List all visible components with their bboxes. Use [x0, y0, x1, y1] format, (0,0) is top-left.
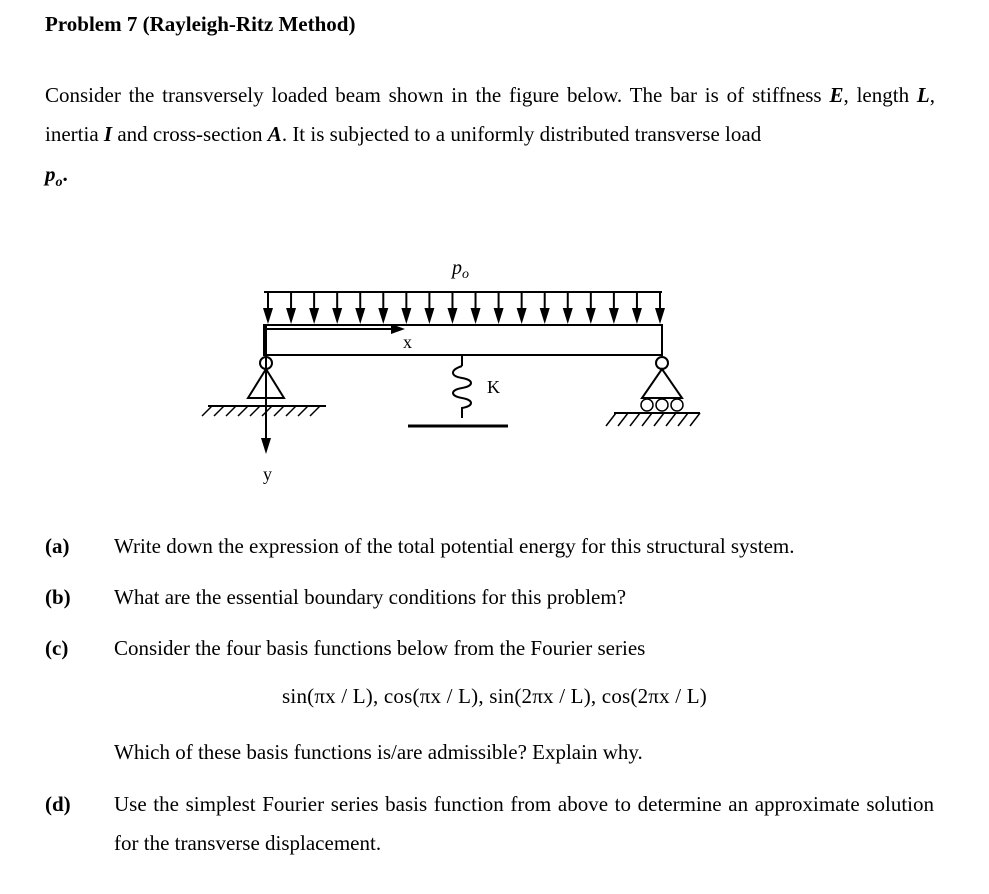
load-arrowhead	[447, 308, 457, 324]
question-d-label: (d)	[45, 792, 71, 816]
y-axis-arrowhead	[261, 438, 271, 454]
x-axis-label: x	[403, 332, 412, 352]
load-arrowhead	[655, 308, 665, 324]
question-c-label: (c)	[45, 636, 69, 660]
load-arrowhead	[517, 308, 527, 324]
problem-statement: Consider the transversely loaded beam shown in the figure below. The bar is of stiffness E, length L, inertia I and cross-section A. It is subjected to a uniformly distributed transverse load	[45, 83, 935, 146]
distributed-load-arrows	[263, 292, 665, 324]
load-arrowhead	[401, 308, 411, 324]
load-arrowhead	[355, 308, 365, 324]
right-ground-hatch	[606, 413, 700, 426]
load-arrowhead	[378, 308, 388, 324]
load-arrowhead	[586, 308, 596, 324]
roller-1	[641, 399, 653, 411]
load-arrowhead	[309, 308, 319, 324]
question-d-text: Use the simplest Fourier series basis function from above to determine an approximate solution for the transverse displacement.	[114, 792, 934, 855]
load-arrowhead	[540, 308, 550, 324]
right-pin	[656, 357, 668, 369]
spring-label: K	[487, 377, 500, 397]
roller-2	[656, 399, 668, 411]
question-c-followup: Which of these basis functions is/are admissible? Explain why.	[114, 740, 643, 764]
beam-figure	[190, 248, 720, 488]
load-arrowhead	[563, 308, 573, 324]
question-b-text: What are the essential boundary conditions for this problem?	[114, 585, 627, 609]
basis-functions-formula: sin(πx / L), cos(πx / L), sin(2πx / L), cos(2πx / L)	[282, 684, 707, 708]
load-arrowhead	[424, 308, 434, 324]
load-arrowhead	[471, 308, 481, 324]
load-arrowhead	[494, 308, 504, 324]
roller-3	[671, 399, 683, 411]
question-a-text: Write down the expression of the total potential energy for this structural system.	[114, 534, 795, 558]
question-a-label: (a)	[45, 534, 70, 558]
problem-title: Problem 7 (Rayleigh-Ritz Method)	[45, 12, 356, 36]
question-b-label: (b)	[45, 585, 71, 609]
load-arrowhead	[263, 308, 273, 324]
question-c-text: Consider the four basis functions below from the Fourier series	[114, 636, 646, 660]
load-arrowhead	[332, 308, 342, 324]
right-support-triangle	[642, 369, 682, 398]
left-ground-hatch	[202, 406, 320, 416]
spring	[453, 366, 471, 418]
y-axis-label: y	[263, 464, 272, 484]
load-arrowhead	[609, 308, 619, 324]
load-arrowhead	[632, 308, 642, 324]
load-arrowhead	[286, 308, 296, 324]
load-label: $p_o$	[452, 257, 469, 282]
load-symbol: $p_o$.	[45, 162, 68, 191]
